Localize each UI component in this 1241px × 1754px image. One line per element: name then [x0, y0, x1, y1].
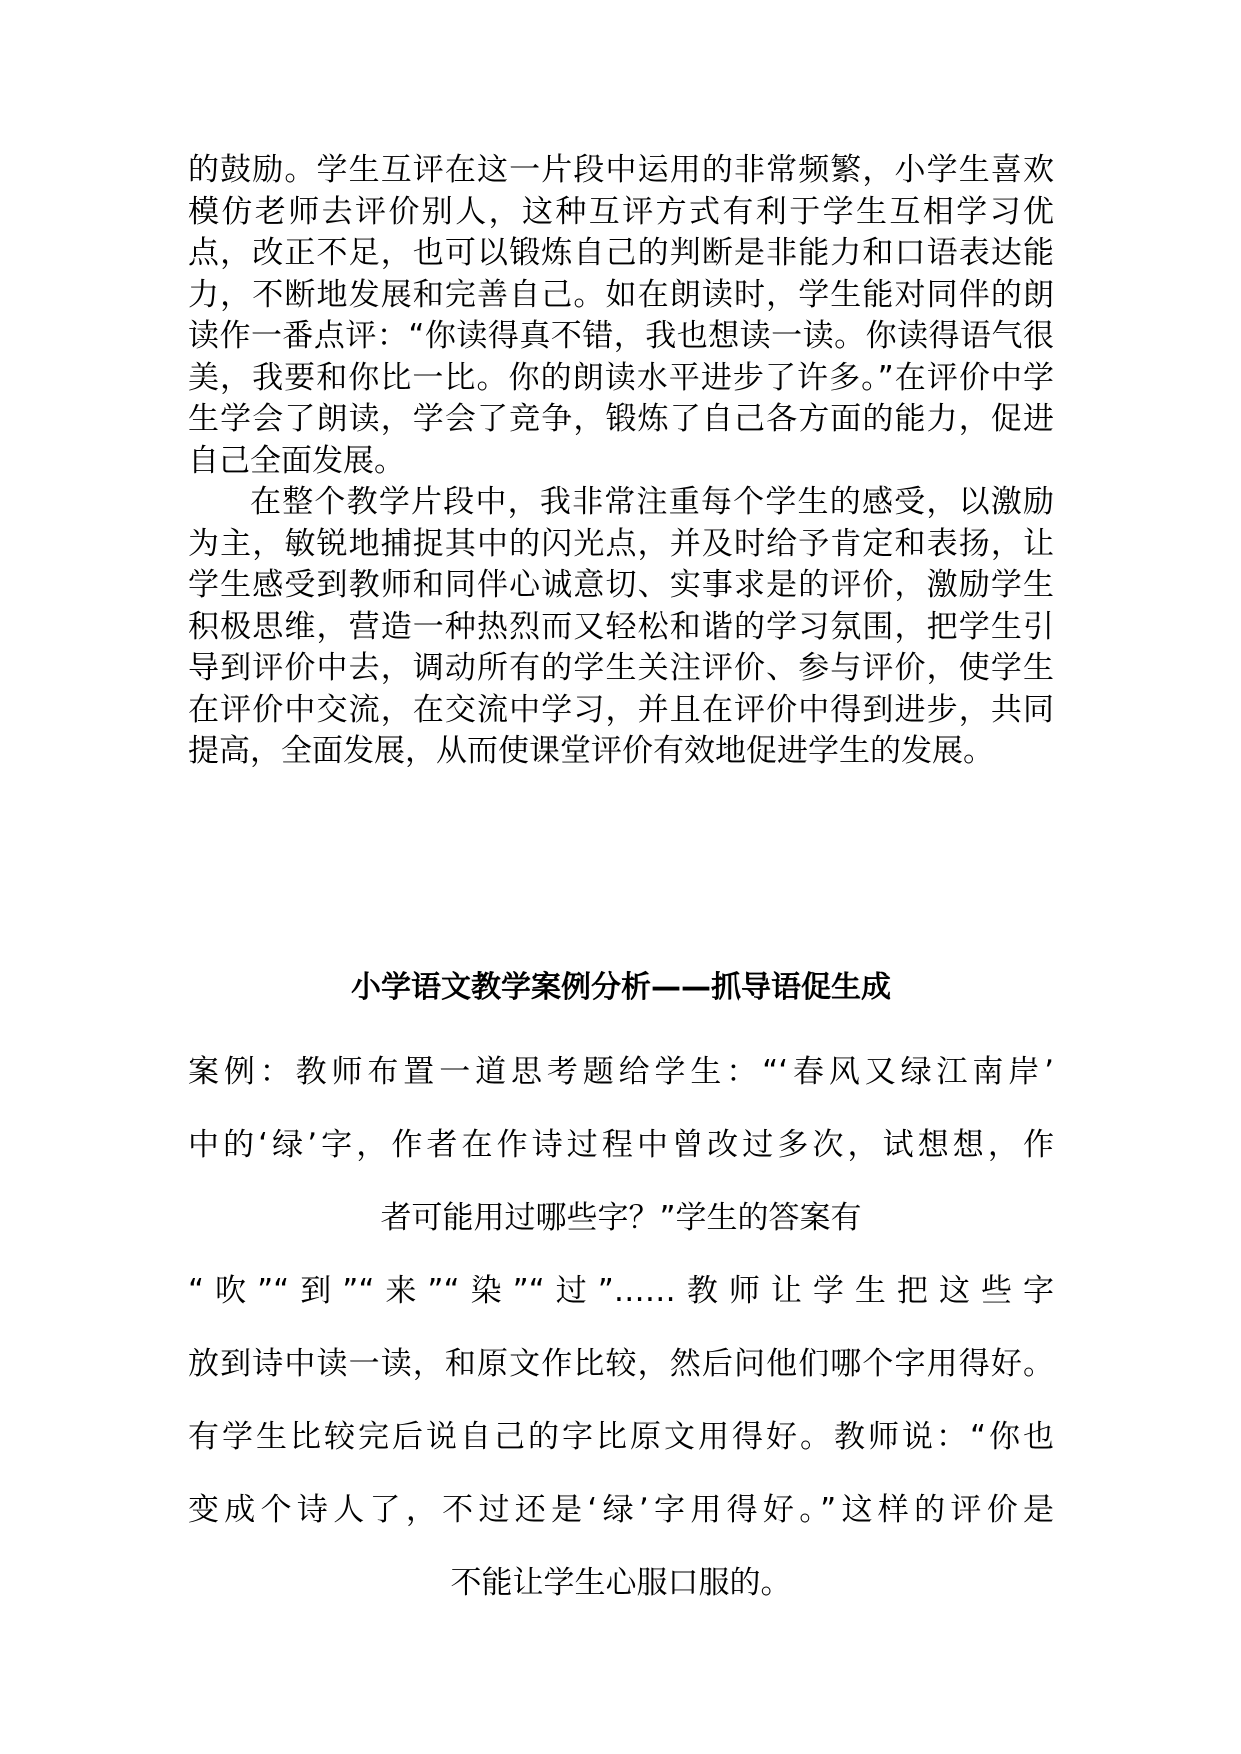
paragraph-peer-evaluation: 的鼓励。学生互评在这一片段中运用的非常频繁，小学生喜欢模仿老师去评价别人，这种互评方式有利于学生互相学习优点，改正不足，也可以锻炼自己的判断是非能力和口语表达能力，不断地发展和完善自己。如在朗读时，学生能对同伴的朗读作一番点评：“你读得真不错，我也想读一读。你读得语气很美，我要和你比一比。你的朗读水平进步了许多。”在评价中学生学会了朗读，学会了竞争，锻炼了自己各方面的能力，促进自己全面发展。 [188, 152, 1054, 479]
case-line: 放到诗中读一读，和原文作比较，然后问他们哪个字用得好。 [188, 1346, 1054, 1382]
case-line: 案例：教师布置一道思考题给学生：“‘春风又绿江南岸’ [188, 1054, 1054, 1090]
case-line: 变成个诗人了，不过还是‘绿’字用得好。”这样的评价是 [188, 1492, 1054, 1528]
case-line: 中的‘绿’字，作者在作诗过程中曾改过多次，试想想，作 [188, 1127, 1054, 1163]
case-line: 者可能用过哪些字？”学生的答案有 [380, 1200, 862, 1236]
section-title: 小学语文教学案例分析——抓导语促生成 [351, 970, 891, 1005]
case-line: “吹”“到”“来”“染”“过”……教师让学生把这些字 [188, 1273, 1054, 1309]
case-line: 有学生比较完后说自己的字比原文用得好。教师说：“你也 [188, 1419, 1054, 1455]
case-text [188, 1036, 1054, 1620]
paragraph-teaching-summary: 在整个教学片段中，我非常注重每个学生的感受，以激励为主，敏锐地捕捉其中的闪光点，并及时给予肯定和表扬，让学生感受到教师和同伴心诚意切、实事求是的评价，激励学生积极思维，营造一种热烈而又轻松和谐的学习氛围，把学生引导到评价中去，调动所有的学生关注评价、参与评价，使学生在评价中交流，在交流中学习，并且在评价中得到进步，共同提高，全面发展，从而使课堂评价有效地促进学生的发展。 [188, 484, 1054, 769]
body-text [188, 150, 1054, 773]
case-line: 不能让学生心服口服的。 [450, 1565, 792, 1601]
